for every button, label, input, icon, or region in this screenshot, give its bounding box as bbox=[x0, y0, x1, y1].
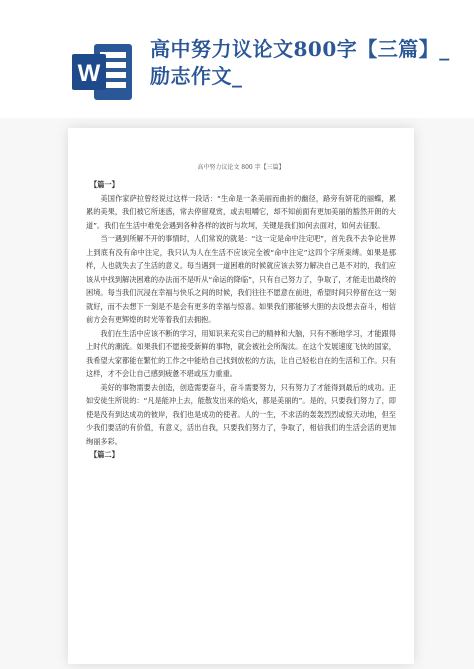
paragraph: 美好的事物需要去创造，创造需要奋斗，奋斗需要努力，只有努力了才能得到最后的成功。正如安徒生所说的：“凡是能冲上去，能散发出来的焰火，都是美丽的”。是的，只要我们努力了，即使是没有到达成功的彼岸，我们也是成功的使者。人的一生，不求活的轰轰烈烈或惊天动地，但至少我们要活的有价值，有意义，活出自我，只要我们努力了，争取了，相信我们的生活会活的更加绚丽多彩。 bbox=[86, 382, 396, 446]
document-title: 高中努力议论文 800 字【三篇】 bbox=[197, 164, 285, 171]
section-label: 【篇一】 bbox=[90, 180, 119, 189]
section-label: 【篇二】 bbox=[90, 450, 119, 459]
page-title: 高中努力议论文800字【三篇】_励志作文_ bbox=[150, 37, 450, 88]
header bbox=[0, 0, 474, 118]
paragraph: 我们在生活中应该不断的学习，用知识来充实自己的精神和大脑，只有不断地学习，才能跟得上时代的潮流。如果我们不愿接受新鲜的事物，就会被社会所淘汰。在这个发展速度飞快的国家，我希望大家都能在繁忙的工作之中能给自己找到放松的方法，让自己轻松自在的生活和工作。只有这样，才不会让自己感到疲惫不堪或压力重重。 bbox=[86, 328, 396, 378]
paragraph: 美国作家萨拉曾经说过这样一段话：“生命是一条美丽而曲折的幽径，路旁有妍花的丽蝶，累累的美果，我们被它所迷惑，常去停留观赏，或去咀嚼它，却不知前面有更加美丽的豁然开朗的大道”。我们在生活中难免会遇到各种各样的波折与坎坷，关键是我们如何去面对，如何去征服。 bbox=[86, 193, 396, 230]
document-body bbox=[86, 178, 396, 462]
word-logo-letter: W bbox=[77, 60, 101, 87]
word-document-icon bbox=[70, 40, 134, 104]
paragraph: 当一遇到所解不开的事情时，人们常说的就是：“这一定是命中注定吧”，首先我不去争论世界上到底有没有命中注定，我只认为人在生活不应该完全被“命中注定”这四个字所束缚。如果是那样，人也就失去了生活的意义。每当遇到一道困难的时候就应该去努力解决自己是不对的，我们应该从中找到解决困难的办法而不是听从“命运的降临”，只有自己努力了，争取了，才能走出最终的困境。每当我们沉浸在幸福与快乐之间的时候，我们往往不愿意在前进，希望时间只停留在这一刻就好，而不去想下一刻是不是会有更多的幸福与惊喜。如果我们都能够大胆的去设想去奋斗，相信前方会有更辉煌的时光等着我们去拥抱。 bbox=[86, 234, 396, 324]
document-page bbox=[68, 128, 414, 664]
